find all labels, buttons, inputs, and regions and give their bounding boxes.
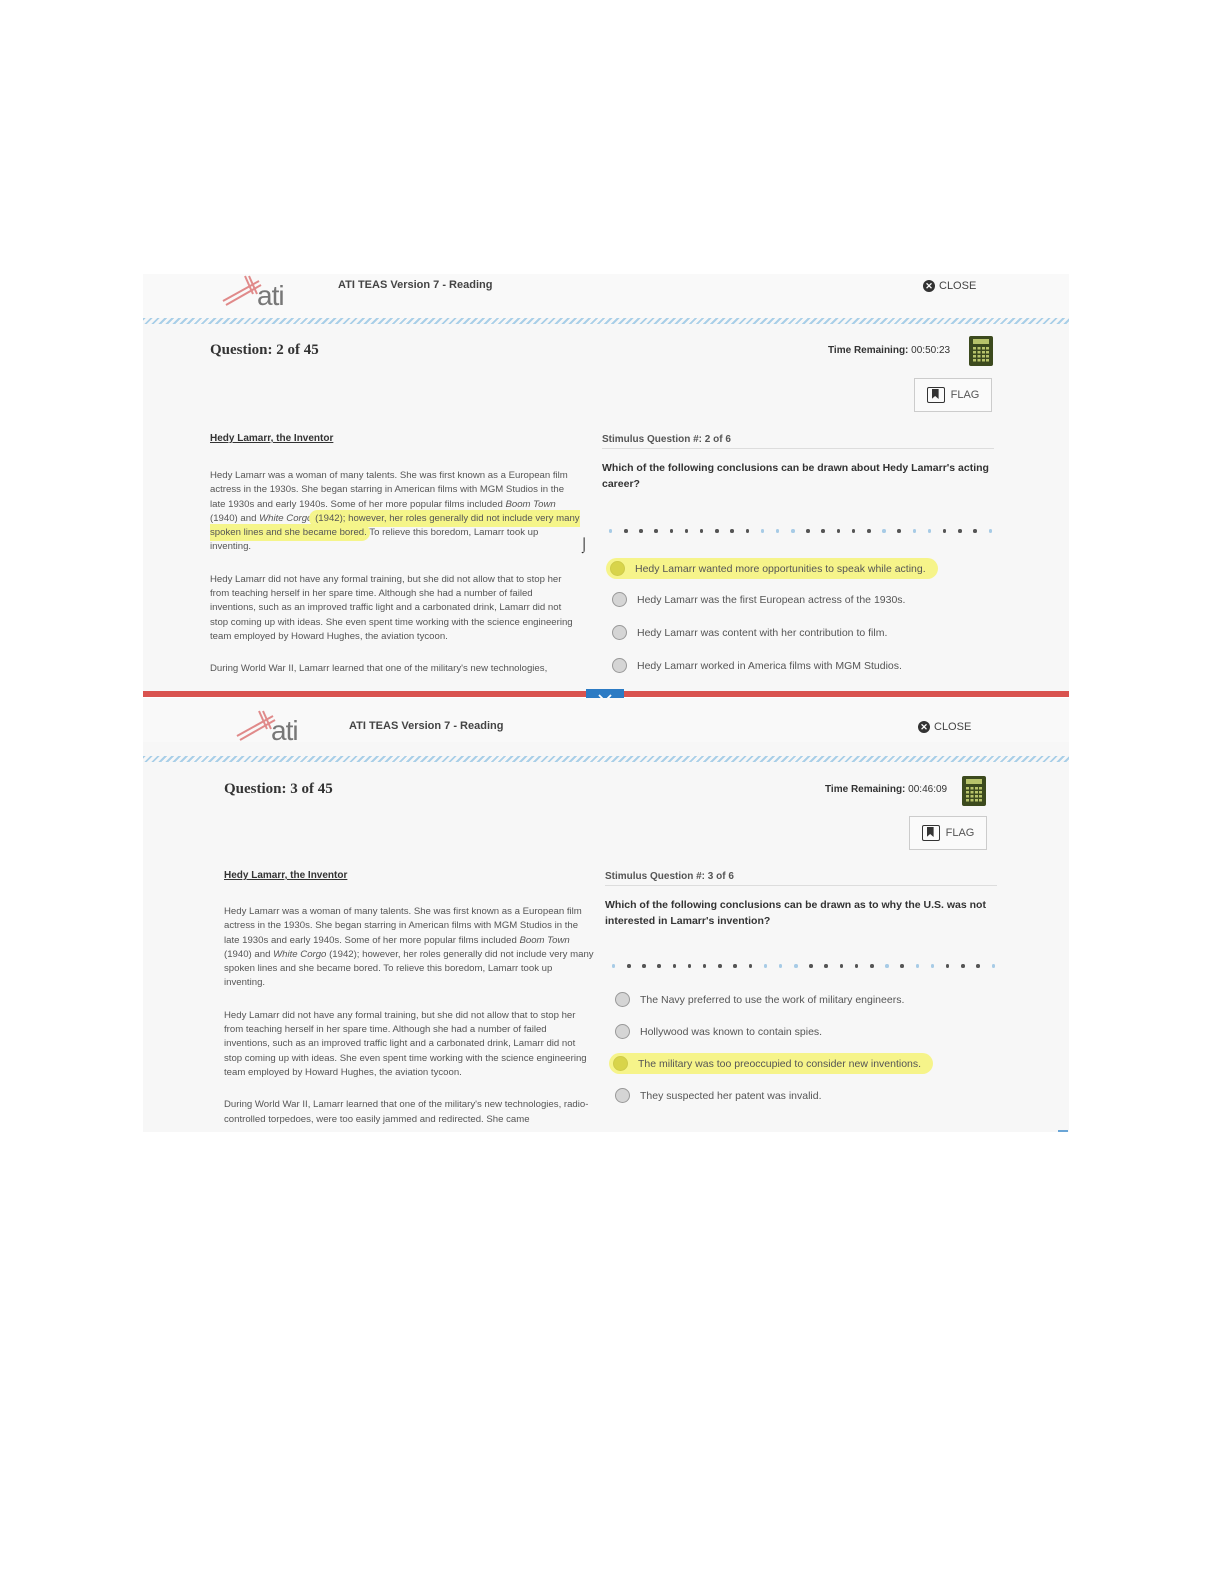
- progress-dot: [728, 963, 743, 969]
- question-number: Question: 2 of 45: [210, 342, 319, 358]
- radio-icon[interactable]: [612, 625, 627, 640]
- progress-dot: [937, 528, 952, 534]
- progress-dot: [636, 963, 651, 969]
- answer-option-b[interactable]: [612, 592, 905, 607]
- progress-dot: [667, 963, 682, 969]
- passage-paragraph: Hedy Lamarr was a woman of many talents. She was first known as a European film actress in the 1930s. She began starring in American films with MGM Studios in the late 1930s and early 1940s. Some of her more popular films included Boom Town (1940) and White Corgo (1942); however, her roles generally did not include very many spoken lines and she became bored. To relieve this boredom, Lamarr took up inventing.: [210, 470, 580, 553]
- progress-dot: [740, 528, 755, 534]
- progress-dot: [712, 963, 727, 969]
- progress-dot: [834, 963, 849, 969]
- progress-dot: [925, 963, 940, 969]
- close-button[interactable]: [918, 721, 971, 733]
- progress-dot: [952, 528, 967, 534]
- option-label: Hedy Lamarr wanted more opportunities to speak while acting.: [635, 562, 926, 575]
- progress-dot: [864, 963, 879, 969]
- question-text: Which of the following conclusions can be drawn about Hedy Lamarr's acting career?: [602, 462, 989, 490]
- progress-dot: [773, 963, 788, 969]
- flag-icon: [922, 825, 940, 841]
- progress-dot: [649, 528, 664, 534]
- progress-dot: [679, 528, 694, 534]
- progress-dot: [803, 963, 818, 969]
- radio-icon[interactable]: [615, 1088, 630, 1103]
- progress-dot: [861, 528, 876, 534]
- progress-dot: [697, 963, 712, 969]
- question-progress-dots: [603, 528, 998, 534]
- time-label: Time Remaining:: [825, 784, 906, 795]
- scroll-indicator: [1058, 1130, 1068, 1132]
- progress-dot: [986, 963, 1001, 969]
- progress-dot: [621, 963, 636, 969]
- answer-option-d[interactable]: [615, 1088, 822, 1103]
- flag-button[interactable]: [909, 816, 987, 850]
- passage-paragraph: Hedy Lamarr did not have any formal training, but she did not allow that to stop her from teaching herself in her spare time. Although she had a number of failed inventions, such as an improved traffic light and a carbonated drink, Lamarr did not stop coming up with ideas. She even spent time working with the science engineering team employed by Howard Hughes, the aviation tycoon.: [210, 573, 573, 642]
- progress-dot: [831, 528, 846, 534]
- progress-dot: [922, 528, 937, 534]
- progress-dot: [983, 528, 998, 534]
- progress-dot: [876, 528, 891, 534]
- app-title: ATI TEAS Version 7 - Reading: [338, 279, 493, 291]
- close-icon: ✕: [918, 721, 930, 733]
- stimulus-label: Stimulus Question #: 3 of 6: [605, 871, 997, 886]
- answer-option-c[interactable]: [609, 1053, 933, 1074]
- answer-option-d[interactable]: [612, 658, 902, 673]
- progress-dot: [606, 963, 621, 969]
- progress-dot: [633, 528, 648, 534]
- progress-dot: [971, 963, 986, 969]
- exam-screen-question-3: [143, 698, 1069, 1132]
- logo-icon: [221, 274, 311, 314]
- progress-dot: [907, 528, 922, 534]
- passage-title: Hedy Lamarr, the Inventor: [210, 433, 334, 444]
- top-bar: [143, 274, 1069, 318]
- header-divider: [143, 756, 1069, 762]
- app-title: ATI TEAS Version 7 - Reading: [349, 720, 504, 732]
- passage-paragraph: Hedy Lamarr did not have any formal training, but she did not allow that to stop her from teaching herself in her spare time. Although she had a number of failed inventions, such as an improved traffic light and a carbonated drink, Lamarr did not stop coming up with ideas. She even spent time working with the science engineering team employed by Howard Hughes, the aviation tycoon.: [224, 1009, 587, 1078]
- option-label: The Navy preferred to use the work of military engineers.: [640, 993, 905, 1006]
- radio-icon[interactable]: [612, 658, 627, 673]
- time-value: 00:50:23: [911, 345, 951, 356]
- time-label: Time Remaining:: [828, 345, 909, 356]
- option-label: Hollywood was known to contain spies.: [640, 1025, 823, 1038]
- progress-dot: [785, 528, 800, 534]
- answer-option-b[interactable]: [615, 1024, 822, 1039]
- radio-icon[interactable]: [615, 1024, 630, 1039]
- top-bar: [143, 698, 1069, 746]
- passage-text: [210, 469, 580, 692]
- calculator-icon[interactable]: [969, 336, 993, 366]
- progress-dot: [603, 528, 618, 534]
- progress-dot: [892, 528, 907, 534]
- question-progress-dots: [606, 963, 1001, 969]
- radio-icon[interactable]: [612, 592, 627, 607]
- option-label: Hedy Lamarr was content with her contribution to film.: [637, 626, 888, 639]
- progress-dot: [816, 528, 831, 534]
- exam-screen-question-2: [143, 274, 1069, 692]
- option-label: Hedy Lamarr worked in America films with MGM Studios.: [637, 659, 902, 672]
- question-number: Question: 3 of 45: [224, 781, 333, 797]
- progress-dot: [755, 528, 770, 534]
- progress-dot: [758, 963, 773, 969]
- mouse-cursor-icon: ⌡: [580, 536, 589, 552]
- progress-dot: [664, 528, 679, 534]
- stimulus-label: Stimulus Question #: 2 of 6: [602, 434, 994, 449]
- passage-text: [224, 905, 594, 1132]
- passage-paragraph: During World War II, Lamarr learned that one of the military's new technologies, radio-controlled torpedoes, were too easily jammed and redirected. She came: [224, 1099, 589, 1125]
- progress-dot: [618, 528, 633, 534]
- question-text: Which of the following conclusions can be drawn as to why the U.S. was not interested in Lamarr's invention?: [605, 899, 986, 927]
- answer-option-a[interactable]: [615, 992, 904, 1007]
- progress-dot: [955, 963, 970, 969]
- flag-button[interactable]: [914, 378, 992, 412]
- progress-dot: [652, 963, 667, 969]
- close-label: CLOSE: [934, 721, 972, 733]
- close-label: CLOSE: [939, 280, 977, 292]
- flag-label: FLAG: [950, 389, 980, 401]
- header-divider: [143, 318, 1069, 324]
- logo-icon: [235, 709, 325, 749]
- radio-icon[interactable]: [610, 561, 625, 576]
- progress-dot: [879, 963, 894, 969]
- passage-title: Hedy Lamarr, the Inventor: [224, 870, 348, 881]
- option-label: The military was too preoccupied to consider new inventions.: [638, 1057, 922, 1070]
- option-label: They suspected her patent was invalid.: [640, 1089, 822, 1102]
- close-button[interactable]: [923, 280, 976, 292]
- answer-option-a[interactable]: [606, 558, 938, 579]
- progress-dot: [895, 963, 910, 969]
- radio-icon[interactable]: [615, 992, 630, 1007]
- logo-text: ati: [257, 280, 284, 311]
- radio-icon[interactable]: [613, 1056, 628, 1071]
- calculator-icon[interactable]: [962, 776, 986, 806]
- progress-dot: [968, 528, 983, 534]
- progress-dot: [846, 528, 861, 534]
- answer-option-c[interactable]: [612, 625, 887, 640]
- logo-text: ati: [271, 715, 298, 746]
- progress-dot: [709, 528, 724, 534]
- option-label: Hedy Lamarr was the first European actress of the 1930s.: [637, 593, 906, 606]
- flag-label: FLAG: [945, 827, 975, 839]
- progress-dot: [910, 963, 925, 969]
- progress-dot: [940, 963, 955, 969]
- progress-dot: [743, 963, 758, 969]
- close-icon: ✕: [923, 280, 935, 292]
- progress-dot: [725, 528, 740, 534]
- time-remaining: [825, 784, 947, 795]
- passage-paragraph: During World War II, Lamarr learned that one of the military's new technologies,: [210, 663, 548, 675]
- progress-dot: [682, 963, 697, 969]
- flag-icon: [927, 387, 945, 403]
- progress-dot: [770, 528, 785, 534]
- progress-dot: [800, 528, 815, 534]
- time-value: 00:46:09: [908, 784, 948, 795]
- progress-dot: [849, 963, 864, 969]
- progress-dot: [694, 528, 709, 534]
- time-remaining: [828, 345, 950, 356]
- passage-paragraph: Hedy Lamarr was a woman of many talents. She was first known as a European film actress in the 1930s. She began starring in American films with MGM Studios in the late 1930s and early 1940s. Some of her more popular films included Boom Town (1940) and White Corgo (1942); however, her roles generally did not include very many spoken lines and she became bored. To relieve this boredom, Lamarr took up inventing.: [224, 906, 594, 989]
- progress-dot: [819, 963, 834, 969]
- text-highlight: (1942); however, her roles generally did not include very many spoken lines and she became bored.: [210, 512, 580, 539]
- progress-dot: [788, 963, 803, 969]
